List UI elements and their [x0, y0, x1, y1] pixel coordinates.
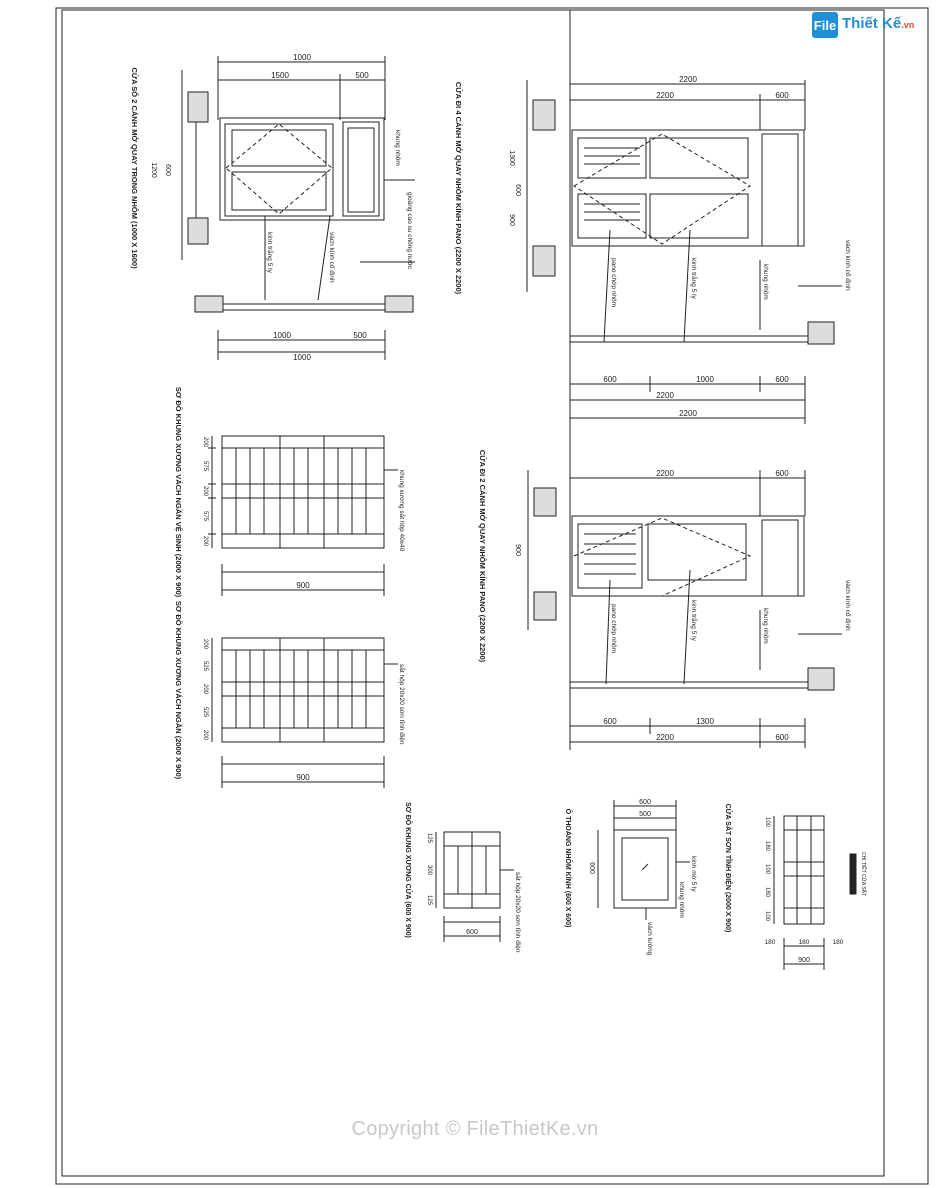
d4-note-2: kính trắng 5 ly	[690, 600, 697, 641]
d2-dim-b3: 600	[775, 375, 789, 384]
d5-dim-2: 525	[202, 660, 208, 672]
d1-dim-top-total: 1000	[293, 53, 311, 62]
d1-title: CỬA SỔ 2 CÁNH MỞ QUAY TRONG NHÔM (1000 X 1600)	[130, 67, 139, 269]
d8-dim-4: 180	[764, 886, 770, 898]
d2-dim-top-total: 2200	[679, 75, 697, 84]
d4-title: CỬA ĐI 2 CÁNH MỞ QUAY NHÔM KÍNH PANO (2200 X 2200)	[478, 449, 487, 663]
d1-dim-top-right: 500	[355, 71, 369, 80]
d4-dim-top-right: 600	[775, 469, 789, 478]
logo-badge: File	[812, 12, 838, 38]
d2-title: CỬA ĐI 4 CÁNH MỞ QUAY NHÔM KÍNH PANO (2200 X 2200)	[454, 81, 463, 295]
d3-dim-4: 575	[202, 510, 208, 522]
d6-dim-bottom: 600	[466, 929, 478, 936]
d8-dim-b3: 180	[832, 939, 844, 946]
d7-dim-side: 600	[588, 862, 595, 874]
d7-note-1: kính mờ 5 ly	[690, 856, 697, 892]
d1-note-4: vách kính cố định	[328, 232, 335, 283]
d2-dim-side-a: 900	[508, 214, 515, 226]
d1-dim-bottom-right: 500	[353, 331, 367, 340]
drawing-window-2-leaf	[182, 56, 415, 360]
d3-dim-3: 200	[202, 485, 208, 497]
d7-note-3: vách tường	[646, 922, 653, 956]
copyright-watermark: Copyright © FileThietKe.vn	[351, 1118, 599, 1140]
d4-dim-top-left: 2200	[656, 469, 674, 478]
d8-dim-b2: 180	[798, 939, 810, 946]
d4-dim-b1: 600	[603, 717, 617, 726]
d7-dim-top-2: 500	[639, 811, 651, 818]
drawing-iron-door	[774, 816, 856, 970]
d2-dim-side-b: 1300	[508, 150, 515, 166]
d4-note-3: khung nhôm	[762, 608, 769, 644]
d2-note-4: vách kính cố định	[844, 240, 851, 291]
d4-note-4: vách kính cố định	[844, 580, 851, 631]
site-logo[interactable]	[812, 12, 922, 40]
d5-note: sắt hộp 20x20 sơn tĩnh điện	[398, 664, 405, 745]
d3-dim-2: 575	[202, 460, 208, 472]
d8-dim-2: 180	[764, 840, 770, 852]
d2-dim-b1: 600	[603, 375, 617, 384]
logo-name: Thiết Kế	[842, 15, 902, 32]
d7-note-2: khung nhôm	[678, 882, 685, 918]
drawing-vent-window	[598, 800, 690, 920]
d8-note: CHI TIẾT CỬA SẮT	[860, 851, 866, 897]
d2-note-3: khung nhôm	[762, 264, 769, 300]
d4-dim-side: 900	[514, 544, 521, 556]
d2-dim-side-c: 600	[514, 184, 521, 196]
drawing-door-frame-small	[436, 832, 514, 942]
d5-dim-5: 200	[202, 729, 208, 741]
d5-dim-3: 200	[202, 683, 208, 695]
sheet-inner-border	[62, 10, 884, 1176]
d1-dim-side-b: 600	[164, 164, 171, 176]
d2-dim-b4: 2200	[656, 391, 674, 400]
d5-dim-1: 200	[202, 638, 208, 650]
d6-dim-2: 300	[426, 864, 432, 876]
d3-title: SƠ ĐỒ KHUNG XƯƠNG VÁCH NGĂN VỆ SINH (2000 X 900)	[174, 386, 183, 598]
d1-dim-bottom-total: 1000	[293, 353, 311, 362]
d7-dim-top-1: 600	[639, 799, 651, 806]
d3-dim-bottom: 900	[296, 581, 310, 590]
d6-dim-1: 125	[426, 832, 432, 844]
d1-dim-side-a: 1200	[150, 162, 157, 178]
drawing-partition-frame-b	[212, 638, 398, 788]
drawing-door-4-leaf	[527, 80, 842, 424]
d2-dim-top-right: 600	[775, 91, 789, 100]
logo-tld: .vn	[901, 20, 915, 30]
d4-note-1: pano chớp nhôm	[610, 604, 617, 654]
d1-note-1: khung nhôm	[394, 130, 401, 166]
drawing-partition-frame-a	[208, 436, 398, 596]
d1-note-2: kính trắng 5 ly	[266, 232, 273, 273]
d1-dim-top-left: 1500	[271, 71, 289, 80]
d2-dim-top-left: 2200	[656, 91, 674, 100]
d8-dim-1: 100	[764, 816, 770, 828]
d2-dim-b2: 1000	[696, 375, 714, 384]
d2-dim-b5: 2200	[679, 409, 697, 418]
drawing-door-2-leaf	[528, 470, 842, 748]
d8-title: CỬA SẮT SƠN TĨNH ĐIỆN (2000 X 900)	[724, 803, 731, 933]
d8-dim-5: 100	[764, 910, 770, 922]
d4-dim-b2: 1300	[696, 717, 714, 726]
d4-dim-b3: 2200	[656, 733, 674, 742]
d2-note-1: pano chớp nhôm	[610, 258, 617, 308]
d5-dim-4: 525	[202, 706, 208, 718]
d5-title: SƠ ĐỒ KHUNG XƯƠNG VÁCH NGĂN (2000 X 900)	[174, 600, 183, 780]
d8-dim-3: 100	[764, 863, 770, 875]
d8-dim-total: 900	[798, 957, 810, 964]
logo-name-wrap	[842, 15, 914, 32]
d3-dim-1: 200	[202, 436, 208, 448]
d6-note: sắt hộp 20x20 sơn tĩnh điện	[514, 872, 521, 953]
d8-dim-b1: 180	[764, 939, 776, 946]
d6-title: SƠ ĐỒ KHUNG XƯƠNG CỬA (600 X 900)	[404, 802, 411, 938]
d1-dim-bottom-left: 1000	[273, 331, 291, 340]
d4-dim-b4: 600	[775, 733, 789, 742]
d3-note: khung xương sắt hộp 40x40	[398, 470, 405, 552]
d2-note-2: kính trắng 5 ly	[690, 258, 697, 299]
d5-dim-bottom: 900	[296, 773, 310, 782]
d3-dim-5: 200	[202, 535, 208, 547]
d1-note-3: gioăng cao su chống nước	[406, 192, 413, 270]
d7-title: Ô THOÁNG NHÔM KÍNH (600 X 600)	[564, 808, 571, 928]
d6-dim-3: 125	[426, 894, 432, 906]
